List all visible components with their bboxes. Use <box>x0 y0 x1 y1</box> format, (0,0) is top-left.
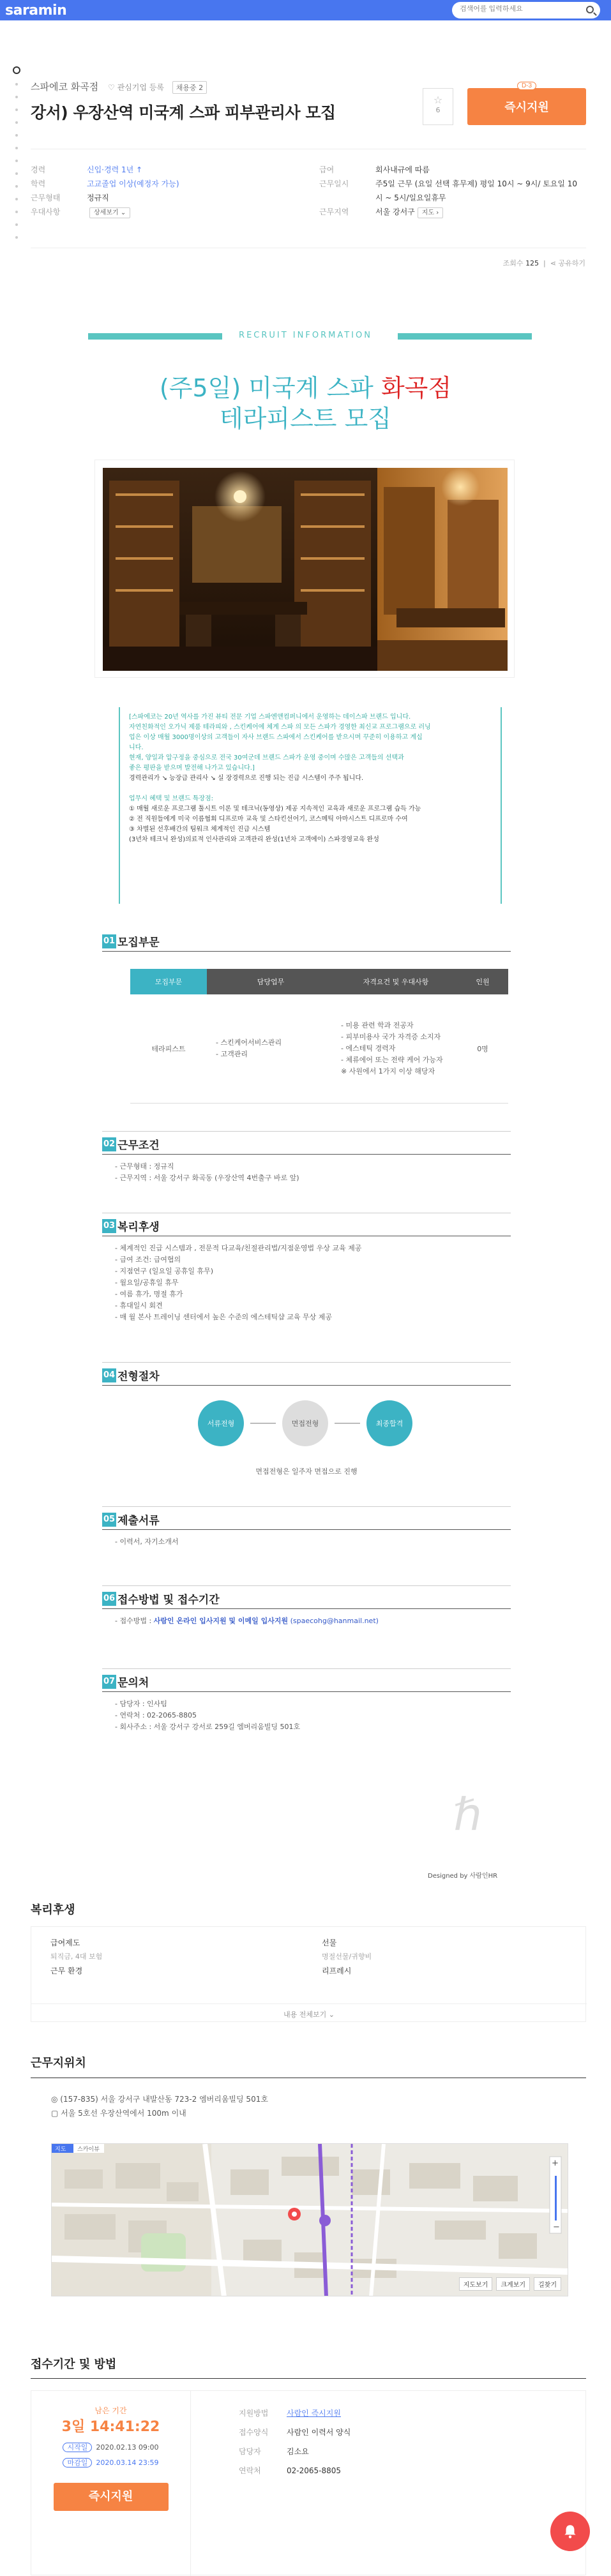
notification-bell-button[interactable] <box>550 2512 590 2551</box>
pin-icon: ◎ <box>51 2095 61 2104</box>
apply-method-link[interactable]: 사람인 온라인 입사지원 및 이메일 입사지원 <box>153 1617 289 1625</box>
company-name[interactable]: 스파에코 화곡점 <box>31 81 99 93</box>
table-row <box>130 994 508 1103</box>
deadline-details <box>239 2404 351 2480</box>
table-header: 인원 <box>457 969 508 994</box>
process-step: 최종합격 <box>366 1400 412 1446</box>
share-icon: ⋖ <box>550 259 559 267</box>
summary-value: 정규직 <box>87 193 109 202</box>
more-welfare-button[interactable]: 내용 전체보기 ⌄ <box>31 2003 587 2019</box>
designed-by: Designed by 사람인HR <box>428 1873 498 1880</box>
positions-table <box>130 969 508 1104</box>
list-item: - 에스테틱 경력자 <box>341 1044 396 1052</box>
deadline-row: 지원방법 사람인 즉시지원 <box>239 2409 341 2418</box>
summary-left <box>31 163 299 219</box>
saramin-logo[interactable]: saramin <box>5 3 67 19</box>
table-cell <box>207 994 335 1103</box>
bell-icon <box>562 2523 578 2540</box>
dday-badge: D-3 <box>517 82 536 90</box>
company-intro-box <box>119 707 502 904</box>
intro-line: ① 매월 새로운 프로그램 툴시트 이론 및 테크닉(동영상) 제공 지속적인 교육과 새로운 프로그램 습득 가능 <box>129 805 421 812</box>
table-cell: 0명 <box>457 994 508 1103</box>
list-item: - 고객관리 <box>216 1049 248 1058</box>
summary-row <box>31 163 299 177</box>
list-item: - 근무지역 : 서울 강서구 화곡동 (우장산역 4번출구 바로 앞) <box>115 1174 299 1182</box>
process-steps <box>198 1400 412 1446</box>
views-value: 125 <box>525 259 539 267</box>
summary-row <box>319 177 587 205</box>
company-line <box>31 80 207 94</box>
section-title: 01 모집부문 <box>102 933 511 949</box>
summary-value: 서울 강서구 지도 › <box>375 205 443 219</box>
list-item: - 미용 관련 학과 전공자 <box>341 1021 414 1030</box>
summary-value: 고교졸업 이상(예정자 가능) <box>87 179 179 188</box>
like-company-button[interactable] <box>108 82 164 93</box>
list-item: - 휴대일시 회견 <box>115 1301 163 1310</box>
table-header: 자격요건 및 우대사항 <box>335 969 457 994</box>
section-title: 05 제출서류 <box>102 1511 511 1527</box>
welfare-box <box>31 1926 586 2022</box>
process-note: 면접전형은 일주자 면접으로 진행 <box>255 1467 358 1476</box>
intro-line: ③ 차별된 선후배간의 팀워크 체계적인 진급 시스템 <box>129 826 271 833</box>
work-conditions-list <box>102 1161 511 1184</box>
intro-line: 경력관리가 ↘ 능장급 관리사 ↘ 실 장경력으로 진행 되는 진급 시스템이 주주 됩니다. <box>129 775 364 782</box>
deadline-countdown: 남은 기간 3일 14:41:22 시작일 2020.02.13 09:00 마감일 2020.03.14 23:59 즉시지원 <box>31 2391 191 2576</box>
list-item: - 체계적인 진급 시스템과 , 전문적 다교육/친절관리법/지점운영법 우상 교육 제공 <box>115 1244 362 1252</box>
search-input[interactable] <box>460 5 575 13</box>
intro-line: (3년차 테크닉 완성)의료적 인사관리와 고객관리 완성(1년차 고객에이) 스파경영교육 완성 <box>129 836 379 843</box>
job-title: 강서) 우장산역 미국계 스파 피부관리사 모집 <box>31 103 336 122</box>
section-title: 03 복리후생 <box>102 1218 511 1234</box>
subway-icon: ▢ <box>51 2109 61 2118</box>
summary-value <box>87 205 130 219</box>
hr-decoration-icon: ℏ <box>453 1788 482 1841</box>
section-positions <box>102 933 511 1125</box>
list-item: - 회사주소 : 서울 강서구 강서로 259길 엠버리움빌딩 501호 <box>115 1723 301 1731</box>
intro-line: [스파에코는 20년 역사를 가진 뷰티 전문 기업 스파엔앤컴퍼니에서 운영하는 데이스파 브랜드 입니다. <box>129 714 411 721</box>
subway-info: ▢ 서울 5호선 우장산역에서 100m 이내 <box>51 2109 186 2118</box>
divider <box>102 951 511 952</box>
intro-line: 자연친화적인 오가닉 제품 테라피와 , 스킨케어에 체계 스파 의 모든 스파가 경영한 최신교 프로그램으로 러닝 <box>129 724 431 731</box>
recruit-main-title: (주5일) 미국계 스파 화곡점 테라피스트 모집 <box>159 374 452 433</box>
summary-row <box>31 191 299 205</box>
intro-line: 현재, 양일과 압구정을 중심으로 전국 30여군데 브랜드 스파가 운영 중이며 수많은 고객들의 선택과 <box>129 754 404 761</box>
map-view-button[interactable]: 지도보기 <box>459 2277 493 2291</box>
views-and-share: 조회수 125 | ⋖ 공유하기 <box>502 259 585 267</box>
address: ◎ (157-835) 서울 강서구 내발산동 723-2 엠버리움빌딩 501호 <box>51 2095 268 2104</box>
like-label: 관심기업 등록 <box>117 83 164 92</box>
summary-key: 우대사항 <box>31 207 61 216</box>
section-process <box>102 1367 511 1488</box>
star-icon: ☆ <box>433 94 443 106</box>
process-step: 서류전형 <box>198 1400 244 1446</box>
welfare-right: 선물 명절선물/귀향비 리프레시 <box>322 1938 372 1975</box>
side-dots <box>15 83 18 249</box>
list-item: - 지점연구 (일요일 공휴일 휴무) <box>115 1267 214 1275</box>
process-step: 면접전형 <box>282 1400 328 1446</box>
section-contact <box>102 1674 511 1750</box>
detail-button[interactable]: 지도 › <box>418 207 444 218</box>
deadline-row: 접수양식 사람인 이력서 양식 <box>239 2428 351 2437</box>
list-item: ※ 사원에서 1가지 이상 해당자 <box>341 1067 435 1075</box>
apply-button[interactable] <box>467 82 586 125</box>
svg-text:스카이뷰: 스카이뷰 <box>77 2146 100 2153</box>
section-documents <box>102 1511 511 1562</box>
contact-list <box>102 1698 511 1733</box>
summary-value: 회사내규에 따름 <box>375 165 430 174</box>
status-circle-icon <box>13 66 20 74</box>
summary-value: 주5일 근무 (요일 선택 휴무제) 평일 10시 ~ 9시/ 토요일 10시 ~ 5시/일요일휴무 <box>375 179 578 202</box>
top-navigation-bar <box>0 0 611 20</box>
map-directions-button[interactable]: 길찾기 <box>534 2277 561 2291</box>
section-apply-method <box>102 1591 511 1642</box>
section-title: 07 문의처 <box>102 1674 511 1689</box>
list-item: - 매 월 본사 트레이닝 센터에서 높은 수준의 에스테틱샵 교육 무상 제공 <box>115 1313 332 1321</box>
apply-label: 즉시지원 <box>504 101 549 114</box>
section-title: 06 접수방법 및 접수기간 <box>102 1591 511 1606</box>
section-welfare <box>102 1218 511 1345</box>
intro-line: 업은 이상 매월 3000명이상의 고객들이 자사 브랜드 스파에서 스킨케어를 받으시며 꾸준히 이용하고 계십 <box>129 734 423 741</box>
apply-bottom-button[interactable]: 즉시지원 <box>54 2483 169 2511</box>
section-title: 02 근무조건 <box>102 1136 511 1152</box>
summary-row <box>31 205 299 219</box>
search-icon[interactable] <box>586 6 594 13</box>
views-label: 조회수 <box>502 259 524 267</box>
deadline-box <box>31 2390 586 2575</box>
list-item: - 근무형태 : 정규직 <box>115 1162 174 1171</box>
summary-row <box>319 205 587 219</box>
intro-line: 니다. <box>129 744 144 751</box>
summary-key: 근무형태 <box>31 193 61 202</box>
welfare-title: 복리후생 <box>31 1903 75 1917</box>
svg-text:−: − <box>553 2222 560 2232</box>
intro-line: ② 전 직원들에게 미국 이름협회 디프로마 교육 및 스타킨선어기, 코스메틱 아마시스트 디프로마 수여 <box>129 816 408 823</box>
recruit-detail <box>83 295 528 1880</box>
list-item: - 월요일/공휴일 휴무 <box>115 1278 179 1287</box>
share-button[interactable]: ⋖ 공유하기 <box>550 259 585 267</box>
list-item: - 체류에어 또는 전략 케어 가능자 <box>341 1055 443 1064</box>
map-enlarge-button[interactable]: 크게보기 <box>496 2277 530 2291</box>
summary-key: 학력 <box>31 179 46 188</box>
list-item: - 급여 조건: 급여협의 <box>115 1255 181 1264</box>
location-title: 근무지위치 <box>31 2056 86 2070</box>
location-map[interactable] <box>51 2143 568 2296</box>
intro-line <box>129 784 492 794</box>
list-item: - 여름 휴가, 명절 휴가 <box>115 1290 183 1298</box>
list-item: - 피부미용사 국가 자격증 소지자 <box>341 1032 441 1041</box>
summary-row <box>319 163 587 177</box>
remaining-time: 3일 14:41:22 <box>61 2419 160 2435</box>
intro-line: 좋은 평판을 받으며 발전해 나가고 있습니다.] <box>129 765 255 772</box>
apply-method-text: - 접수방법 : 사람인 온라인 입사지원 및 이메일 입사지원 (spaecohg@hanmail.net) <box>115 1617 379 1625</box>
summary-value: 신입·경력 1년 ↑ <box>87 165 143 174</box>
map-buttons <box>459 2277 561 2291</box>
intro-line: 업무시 혜택 및 브랜드 특장점: <box>129 795 214 802</box>
summary-right <box>319 163 587 219</box>
svg-text:+: + <box>552 2159 559 2168</box>
scrap-button[interactable] <box>423 88 453 125</box>
welfare-left: 급여제도 퇴직금, 4대 보험 근무 환경 <box>50 1938 103 1975</box>
list-item: - 연락처 : 02-2065-8805 <box>115 1711 197 1719</box>
table-cell: 테라피스트 <box>130 994 207 1103</box>
summary-key: 근무일시 <box>319 179 349 188</box>
svg-text:지도: 지도 <box>55 2146 66 2153</box>
table-cell <box>335 994 457 1103</box>
deadline-title: 접수기간 및 방법 <box>31 2358 117 2371</box>
table-header: 담당업무 <box>207 969 335 994</box>
welfare-list <box>102 1243 511 1323</box>
table-header: 모집부문 <box>130 969 207 994</box>
list-item: - 담당자 : 인사팀 <box>115 1700 167 1708</box>
list-item: - 스킨케어서비스관리 <box>216 1038 282 1047</box>
spa-interior-photo <box>103 468 508 671</box>
spa-photo-frame <box>94 460 515 678</box>
deadline-row: 담당자 김소요 <box>239 2447 309 2456</box>
deadline-row: 연락처 02-2065-8805 <box>239 2466 342 2475</box>
documents-text: - 이력서, 자기소개서 <box>115 1538 179 1546</box>
section-work-conditions <box>102 1136 511 1194</box>
search-box[interactable] <box>452 2 600 19</box>
summary-key: 근무지역 <box>319 207 349 216</box>
heart-icon: ♡ <box>107 83 117 92</box>
scrap-count: 6 <box>435 106 441 114</box>
job-count-badge[interactable]: 채용중 2 <box>172 81 207 94</box>
summary-row <box>31 177 299 191</box>
summary-key: 경력 <box>31 165 46 174</box>
detail-button[interactable]: 상세보기 ⌄ <box>89 207 130 218</box>
section-title: 04 전형절차 <box>102 1367 511 1383</box>
summary-key: 급여 <box>319 165 335 174</box>
recruit-info-label: RECRUIT INFORMATION <box>83 331 528 340</box>
